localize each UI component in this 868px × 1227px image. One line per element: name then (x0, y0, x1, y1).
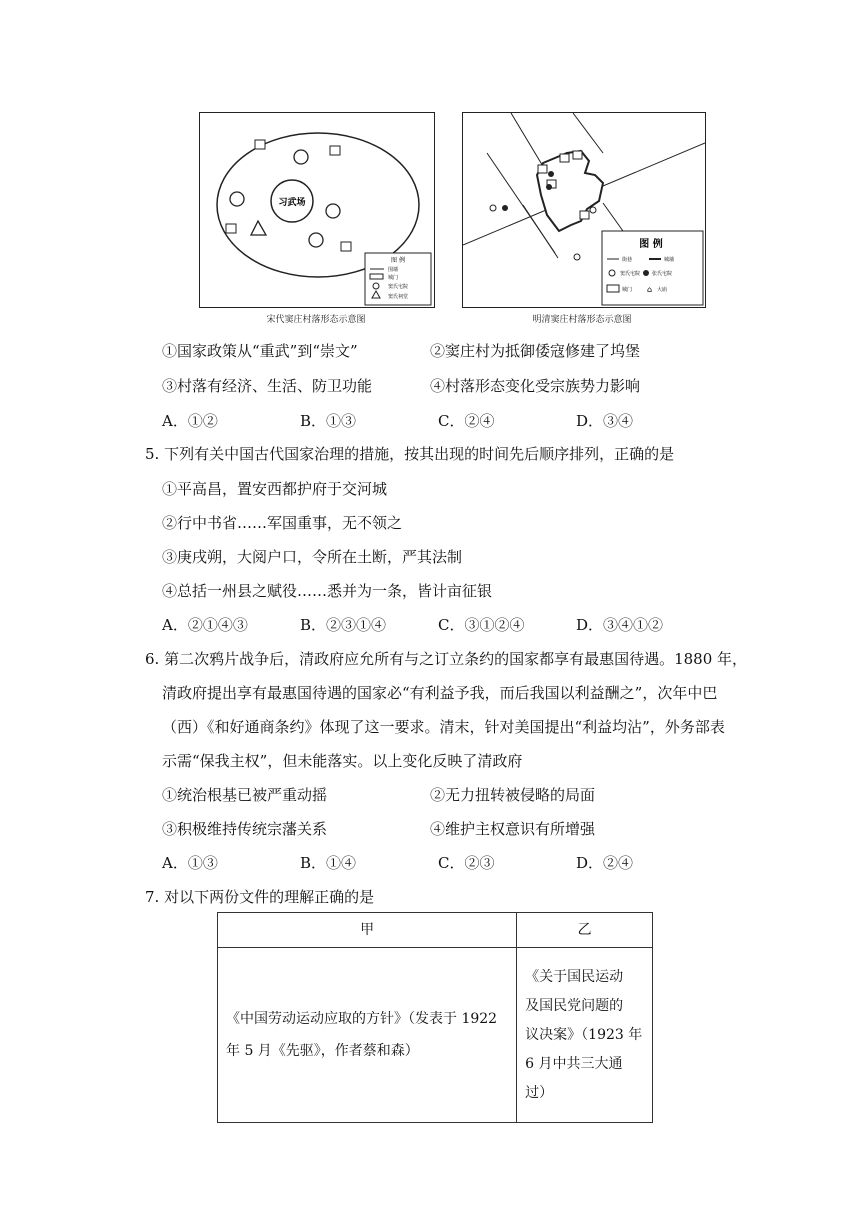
q4-option-c[interactable]: C．②④ (438, 412, 495, 430)
q6-stem-line-2: 清政府提出享有最惠国待遇的国家必“有利益予我，而后我国以利益酬之”，次年中巴 (162, 684, 718, 702)
q6-number: 6. (145, 650, 160, 668)
q4-statement-1: ①国家政策从“重武”到“崇文” (162, 342, 358, 360)
q7-stem (145, 887, 374, 907)
map-song-dynasty (199, 112, 435, 308)
q6-stem-line-4: 示需“保我主权”，但未能落实。以上变化反映了清政府 (162, 752, 523, 770)
svg-text:大庙: 大庙 (657, 287, 668, 293)
residence-marker (294, 150, 308, 164)
q5-item-2: ②行中书省……军国重事，无不领之 (162, 514, 403, 532)
q5-number: 5. (145, 445, 160, 463)
song-map-drawing (200, 113, 434, 307)
svg-text:窦氏宅院: 窦氏宅院 (388, 284, 409, 290)
q6-option-a[interactable]: A．①③ (162, 854, 218, 872)
q4-option-b[interactable]: B．①③ (300, 412, 357, 430)
svg-text:⌂: ⌂ (647, 285, 653, 294)
q5-option-b[interactable]: B．②③①④ (300, 616, 387, 634)
svg-text:街巷: 街巷 (622, 257, 633, 263)
fortress-wall (537, 151, 603, 231)
q6-statement-3: ③积极维持传统宗藩关系 (162, 820, 328, 838)
ancestral-hall-marker (251, 221, 266, 235)
q6-statement-4: ④维护主权意识有所增强 (430, 820, 596, 838)
q6-statement-1: ①统治根基已被严重动摇 (162, 786, 328, 804)
svg-text:城墙: 城墙 (664, 257, 675, 263)
table-header-jia: 甲 (218, 913, 517, 948)
svg-text:城门: 城门 (388, 275, 399, 281)
svg-text:窦氏宅院: 窦氏宅院 (620, 271, 641, 277)
q5-item-4: ④总括一州县之赋役……悉并为一条，皆计亩征银 (162, 582, 493, 600)
q7-stem-text: 对以下两份文件的理解正确的是 (164, 888, 375, 906)
q6-stem-line-1: 6. 第二次鸦片战争后，清政府应允所有与之订立条约的国家都享有最惠国待遇。1880 年， (145, 650, 748, 668)
residence-marker (309, 233, 323, 247)
table-cell-jia: 《中国劳动运动应取的方针》（发表于 1922 年 5 月《先驱》，作者蔡和森） (218, 948, 517, 1123)
mingqing-map-caption: 明清窦庄村落形态示意图 (532, 315, 632, 325)
gate-marker (341, 242, 351, 251)
svg-text:围墙: 围墙 (388, 267, 399, 273)
gate-marker (255, 140, 265, 149)
q5-option-d[interactable]: D．③④①② (576, 616, 664, 634)
svg-text:图 例: 图 例 (639, 239, 663, 250)
q4-statement-3: ③村落有经济、生活、防卫功能 (162, 377, 373, 395)
residence-marker (230, 192, 244, 206)
q6-option-d[interactable]: D．②④ (576, 854, 634, 872)
mingqing-map-drawing (463, 113, 705, 307)
q5-stem (145, 444, 674, 464)
q7-document-table (217, 912, 653, 1123)
q5-option-c[interactable]: C．③①②④ (438, 616, 525, 634)
q5-item-3: ③庚戌朔，大阅户口，令所在土断，严其法制 (162, 548, 463, 566)
table-cell-yi: 《关于国民运动 及国民党问题的 议决案》（1923 年 6 月中共三大通 过） (517, 948, 653, 1123)
q4-statement-2: ②窦庄村为抵御倭寇修建了坞堡 (430, 342, 641, 360)
table-header-yi: 乙 (517, 913, 653, 948)
svg-text:城门: 城门 (622, 287, 633, 293)
training-ground-label: 习武场 (278, 198, 306, 208)
q4-statement-4: ④村落形态变化受宗族势力影响 (430, 377, 641, 395)
gate-marker (226, 224, 236, 233)
q6-stem-line-3: （西）《和好通商条约》体现了这一要求。清末，针对美国提出“利益均沾”，外务部表 (162, 718, 725, 736)
q5-option-a[interactable]: A．②①④③ (162, 616, 248, 634)
q6-statement-2: ②无力扭转被侵略的局面 (430, 786, 596, 804)
q6-option-c[interactable]: C．②③ (438, 854, 495, 872)
q4-option-d[interactable]: D．③④ (576, 412, 634, 430)
map-ming-qing (462, 112, 706, 308)
q5-stem-text: 下列有关中国古代国家治理的措施，按其出现的时间先后顺序排列，正确的是 (164, 445, 675, 463)
q4-option-a[interactable]: A．①② (162, 412, 218, 430)
song-map-caption: 宋代窦庄村落形态示意图 (266, 315, 366, 325)
gate-marker (330, 146, 340, 155)
svg-text:窦氏祠堂: 窦氏祠堂 (388, 294, 409, 300)
svg-text:张氏宅院: 张氏宅院 (652, 271, 673, 277)
svg-text:图 例: 图 例 (391, 257, 405, 264)
q6-option-b[interactable]: B．①④ (300, 854, 357, 872)
q7-number: 7. (145, 888, 160, 906)
residence-marker (326, 204, 340, 218)
q5-item-1: ①平高昌，置安西都护府于交河城 (162, 480, 388, 498)
